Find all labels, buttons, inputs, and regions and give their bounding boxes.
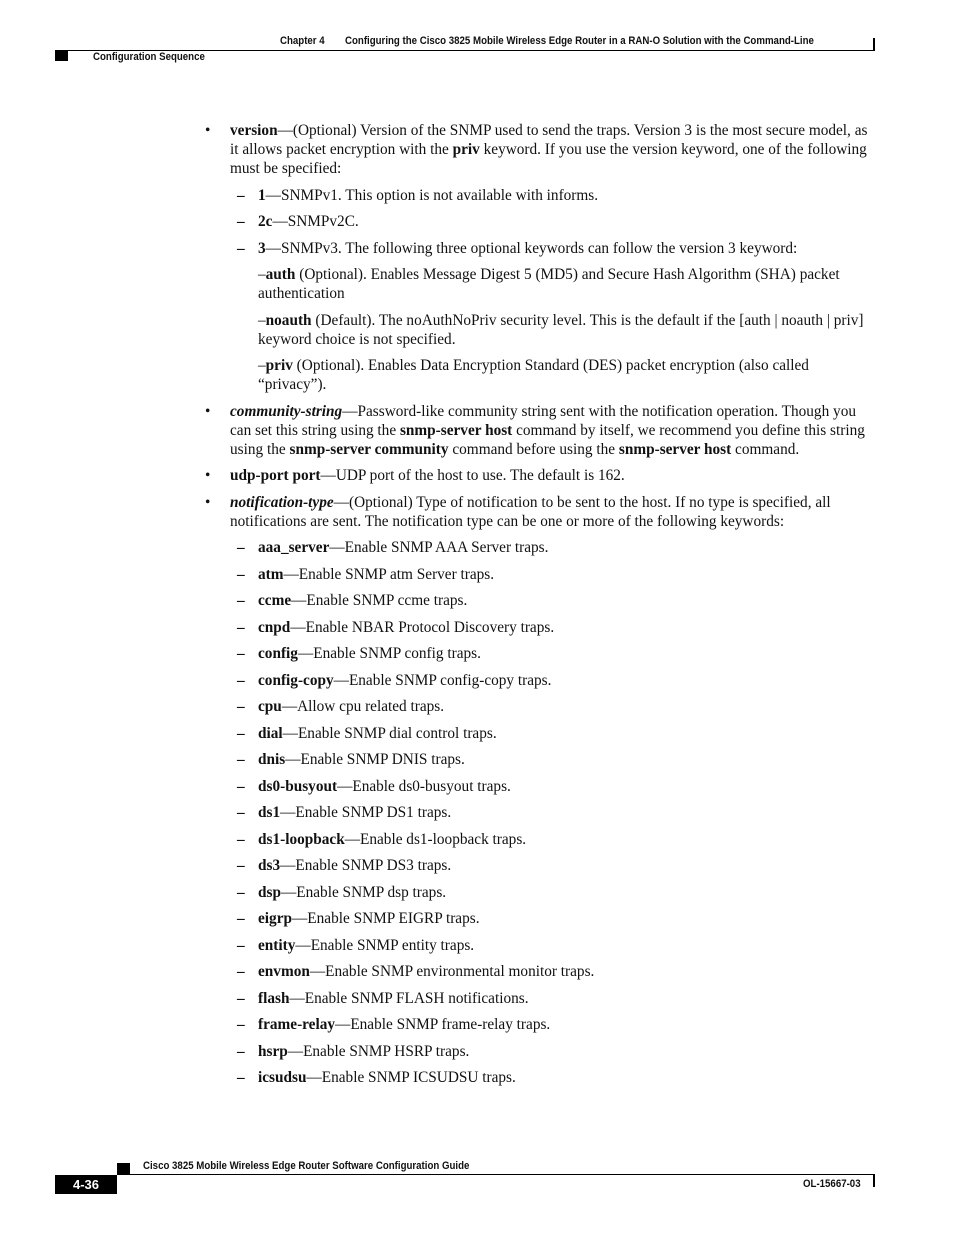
keyword-item: – config-copy—Enable SNMP config-copy traps. xyxy=(205,671,875,690)
keyword-priv: priv xyxy=(452,141,480,158)
keyword-item: – eigrp—Enable SNMP EIGRP traps. xyxy=(205,909,875,928)
dash-item-v2c: – 2c—SNMPv2C. xyxy=(205,212,875,231)
bullet-notification-type: • notification-type—(Optional) Type of notification to be sent to the host. If no type is specified, all notifications are sent. The notification type can be one or more of the following keywords: xyxy=(205,493,875,531)
page-number: 4-36 xyxy=(55,1175,117,1194)
sub-item-noauth: –noauth (Default). The noAuthNoPriv security level. This is the default if the [auth | noauth | priv] keyword choice is not specified. xyxy=(258,311,864,348)
page-content xyxy=(205,121,875,1095)
keyword-item: – cpu—Allow cpu related traps. xyxy=(205,697,875,716)
keyword-item: – icsudsu—Enable SNMP ICSUDSU traps. xyxy=(205,1068,875,1087)
keyword-item: – flash—Enable SNMP FLASH notifications. xyxy=(205,989,875,1008)
keyword-item: – ds1-loopback—Enable ds1-loopback traps. xyxy=(205,830,875,849)
keyword-item: – dial—Enable SNMP dial control traps. xyxy=(205,724,875,743)
keyword-item: – ds3—Enable SNMP DS3 traps. xyxy=(205,856,875,875)
dash-item-v3: – 3—SNMPv3. The following three optional keywords can follow the version 3 keyword: xyxy=(205,239,875,258)
term-version: version xyxy=(230,122,278,139)
header-block-marker xyxy=(55,51,68,61)
header-chapter-title: Configuring the Cisco 3825 Mobile Wireless Edge Router in a RAN-O Solution with the Command-Line xyxy=(345,35,814,47)
keyword-item: – ccme—Enable SNMP ccme traps. xyxy=(205,591,875,610)
header-chapter: Chapter 4 xyxy=(280,35,325,47)
keyword-item: – hsrp—Enable SNMP HSRP traps. xyxy=(205,1042,875,1061)
footer-rule xyxy=(117,1174,875,1175)
keyword-item: – aaa_server—Enable SNMP AAA Server traps. xyxy=(205,538,875,557)
keyword-item: – ds1—Enable SNMP DS1 traps. xyxy=(205,803,875,822)
footer-block-marker xyxy=(117,1163,130,1174)
keyword-item: – atm—Enable SNMP atm Server traps. xyxy=(205,565,875,584)
keyword-item: – entity—Enable SNMP entity traps. xyxy=(205,936,875,955)
footer-tick xyxy=(873,1174,875,1187)
footer-guide-title: Cisco 3825 Mobile Wireless Edge Router Software Configuration Guide xyxy=(143,1160,470,1172)
keyword-item: – frame-relay—Enable SNMP frame-relay traps. xyxy=(205,1015,875,1034)
header-tick xyxy=(873,38,875,50)
bullet-community-string: • community-string—Password-like community string sent with the notification operation. Though you can set this string using the snmp-server host command by itself, we recommend you define this string using the snmp-server community command before using the snmp-server host command. xyxy=(205,402,875,459)
keyword-item: – cnpd—Enable NBAR Protocol Discovery traps. xyxy=(205,618,875,637)
header-section: Configuration Sequence xyxy=(93,51,205,63)
bullet-udp-port: • udp-port port—UDP port of the host to use. The default is 162. xyxy=(205,466,875,485)
sub-item-auth: –auth (Optional). Enables Message Digest 5 (MD5) and Secure Hash Algorithm (SHA) packet authentication xyxy=(258,266,840,302)
dash-item-v1: – 1—SNMPv1. This option is not available with informs. xyxy=(205,186,875,205)
keyword-item: – config—Enable SNMP config traps. xyxy=(205,644,875,663)
keyword-item: – ds0-busyout—Enable ds0-busyout traps. xyxy=(205,777,875,796)
bullet-version: • version—(Optional) Version of the SNMP used to send the traps. Version 3 is the most secure model, as it allows packet encryption with the priv keyword. If you use the version keyword, one of the following must be specified: xyxy=(205,121,875,178)
keyword-item: – dnis—Enable SNMP DNIS traps. xyxy=(205,750,875,769)
sub-item-priv: –priv (Optional). Enables Data Encryption Standard (DES) packet encryption (also called “privacy”). xyxy=(258,357,809,393)
keyword-item: – envmon—Enable SNMP environmental monitor traps. xyxy=(205,962,875,981)
keyword-item: – dsp—Enable SNMP dsp traps. xyxy=(205,883,875,902)
footer-doc-number: OL-15667-03 xyxy=(803,1178,861,1190)
